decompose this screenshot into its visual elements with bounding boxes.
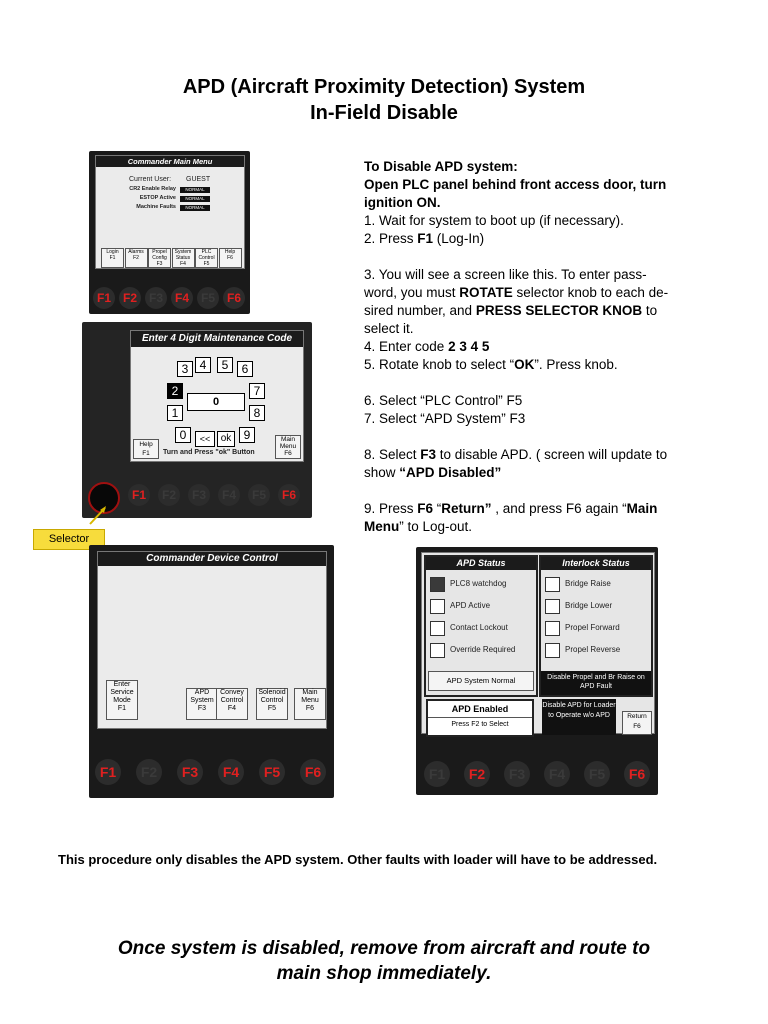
current-user-value: GUEST — [186, 176, 211, 183]
fkey-f3[interactable]: F3 — [177, 759, 203, 785]
photo-apd-status — [416, 547, 658, 795]
status-row-label: ESTOP Active — [139, 195, 176, 201]
photo-main-menu — [89, 151, 250, 314]
instr-step7: 7. Select “APD System” F3 — [364, 411, 526, 426]
screen-apd-status — [421, 552, 655, 734]
instr-step2: 2. Press F1 (Log-In) — [364, 231, 485, 246]
fkey-f1[interactable]: F1 — [95, 759, 121, 785]
fkey-f4[interactable]: F4 — [544, 761, 570, 787]
status-row-label: CR2 Enable Relay — [129, 186, 176, 192]
softkey-f1[interactable]: Enter Service Mode F1 — [106, 680, 138, 720]
apd-status-item: PLC8 watchdog — [450, 579, 507, 588]
fkey-f5[interactable]: F5 — [259, 759, 285, 785]
doc-title-line2: In-Field Disable — [310, 102, 458, 124]
instr-step4: 4. Enter code 2 3 4 5 — [364, 339, 490, 354]
instr-heading2a: Open PLC panel behind front access door, turn — [364, 177, 667, 192]
screen-header: Enter 4 Digit Maintenance Code — [131, 331, 303, 347]
selector-callout: Selector — [33, 529, 105, 550]
instr-step6: 6. Select “PLC Control” F5 — [364, 393, 523, 408]
softkey-1[interactable]: Login F1 — [101, 248, 124, 268]
fkey-f6[interactable]: F6 — [624, 761, 650, 787]
apd-system-status: APD System Normal — [428, 671, 534, 691]
fkey-f3[interactable]: F3 — [145, 287, 167, 309]
fkey-f1[interactable]: F1 — [424, 761, 450, 787]
interlock-status-box — [539, 555, 653, 697]
fkey-f6[interactable]: F6 — [278, 484, 300, 506]
fkey-f2[interactable]: F2 — [158, 484, 180, 506]
fkey-f3[interactable]: F3 — [188, 484, 210, 506]
fkey-f6[interactable]: F6 — [300, 759, 326, 785]
interlock-item: Propel Reverse — [565, 645, 621, 654]
instr-heading2b: ignition ON. — [364, 195, 441, 210]
instr-step3-line2: word, you must ROTATE selector knob to each de- — [364, 285, 669, 300]
softkey-f3[interactable]: APD System F3 — [186, 688, 218, 720]
apd-status-item: Contact Lockout — [450, 623, 508, 632]
interlock-item: Bridge Raise — [565, 579, 611, 588]
interlock-item: Propel Forward — [565, 623, 620, 632]
status-row-value: NORMAL — [180, 187, 210, 193]
interlock-item: Bridge Lower — [565, 601, 613, 610]
softkey-f6[interactable]: Main Menu F6 — [294, 688, 326, 720]
instr-step1: 1. Wait for system to boot up (if necessary). — [364, 213, 624, 228]
fkey-f1[interactable]: F1 — [93, 287, 115, 309]
softkey-5[interactable]: PLC Control F5 — [195, 248, 218, 268]
softkey-3[interactable]: Propel Config F3 — [148, 248, 171, 268]
callout-arrow — [88, 504, 108, 526]
apd-enabled-label: APD Enabled — [451, 704, 509, 714]
fkey-f3[interactable]: F3 — [504, 761, 530, 787]
screen-header: Commander Main Menu — [96, 156, 244, 167]
instr-step9-line1: 9. Press F6 “Return” , and press F6 again “Main — [364, 501, 658, 516]
fkey-f2[interactable]: F2 — [136, 759, 162, 785]
digit-2-selected[interactable]: 2 — [167, 383, 183, 399]
screen-main-menu — [95, 155, 245, 269]
apd-status-checkbox — [430, 643, 445, 658]
softkey-6[interactable]: Help F6 — [219, 248, 242, 268]
apd-status-box — [424, 555, 538, 697]
interlock-status-header: Interlock Status — [541, 557, 651, 570]
fkey-f5[interactable]: F5 — [248, 484, 270, 506]
fkey-f5[interactable]: F5 — [197, 287, 219, 309]
screen-device-control — [97, 551, 327, 729]
instr-step9-line2: Menu” to Log-out. — [364, 519, 473, 534]
apd-status-checkbox — [430, 577, 445, 592]
fkey-f4[interactable]: F4 — [171, 287, 193, 309]
doc-title-line1: APD (Aircraft Proximity Detection) System — [182, 76, 586, 98]
digit-7[interactable]: 7 — [249, 383, 265, 399]
softkey-4[interactable]: System Status F4 — [172, 248, 195, 268]
screen-header: Commander Device Control — [98, 552, 326, 566]
code-display: 0 — [187, 393, 245, 411]
softkey-f5[interactable]: Solenoid Control F5 — [256, 688, 288, 720]
return-softkey[interactable]: Return F6 — [622, 711, 652, 735]
status-row-value: NORMAL — [180, 196, 210, 202]
digit-3[interactable]: 3 — [177, 361, 193, 377]
fkey-f5[interactable]: F5 — [584, 761, 610, 787]
instr-heading1: To Disable APD system: — [364, 159, 518, 174]
interlock-checkbox — [545, 621, 560, 636]
photo-device-control — [89, 545, 334, 798]
instr-step3-line1: 3. You will see a screen like this. To enter pass- — [364, 267, 647, 282]
interlock-checkbox — [545, 599, 560, 614]
code-footer: Turn and Press "ok" Button — [163, 449, 255, 456]
backspace-button[interactable]: << — [195, 431, 215, 447]
fkey-f2[interactable]: F2 — [119, 287, 141, 309]
apd-status-header: APD Status — [426, 557, 536, 570]
instr-step8-line2: show “APD Disabled” — [364, 465, 502, 480]
apd-status-checkbox — [430, 621, 445, 636]
screen-code-entry — [130, 330, 304, 462]
instr-step3-line4: select it. — [364, 321, 414, 336]
digit-1[interactable]: 1 — [167, 405, 183, 421]
digit-5[interactable]: 5 — [217, 357, 233, 373]
help-softkey[interactable]: Help F1 — [133, 439, 159, 459]
photo-code-entry — [82, 322, 312, 518]
disable-apd-note: Disable APD for Loader to Operate w/o APD — [542, 699, 616, 735]
procedure-note: This procedure only disables the APD system. Other faults with loader will have to be addressed. — [58, 852, 658, 867]
softkey-f4[interactable]: Convey Control F4 — [216, 688, 248, 720]
interlock-checkbox — [545, 577, 560, 592]
ok-button[interactable]: ok — [217, 431, 235, 447]
instr-step8-line1: 8. Select F3 to disable APD. ( screen will update to — [364, 447, 668, 462]
instructions — [364, 158, 714, 536]
status-row-value: NORMAL — [180, 205, 210, 211]
digit-0[interactable]: 0 — [175, 427, 191, 443]
apd-enabled-box[interactable] — [426, 699, 534, 737]
digit-4[interactable]: 4 — [195, 357, 211, 373]
apd-status-checkbox — [430, 599, 445, 614]
status-row-label: Machine Faults — [136, 204, 176, 210]
fkey-f4[interactable]: F4 — [218, 759, 244, 785]
digit-6[interactable]: 6 — [237, 361, 253, 377]
instr-step5: 5. Rotate knob to select “OK”. Press knob. — [364, 357, 618, 372]
final-warning-line1: Once system is disabled, remove from aircraft and route to — [117, 938, 651, 959]
apd-status-item: Override Required — [450, 645, 516, 654]
apd-status-item: APD Active — [450, 601, 491, 610]
fkey-f6[interactable]: F6 — [223, 287, 245, 309]
current-user-label: Current User: — [129, 176, 172, 183]
fkey-f1[interactable]: F1 — [128, 484, 150, 506]
disable-propel-note: Disable Propel and Br Raise on APD Fault — [541, 671, 651, 695]
press-f2-label: Press F2 to Select — [428, 717, 532, 732]
interlock-checkbox — [545, 643, 560, 658]
digit-9[interactable]: 9 — [239, 427, 255, 443]
instr-step3-line3: sired number, and PRESS SELECTOR KNOB to — [364, 303, 658, 318]
digit-8[interactable]: 8 — [249, 405, 265, 421]
fkey-f4[interactable]: F4 — [218, 484, 240, 506]
main-menu-softkey[interactable]: Main Menu F6 — [275, 435, 301, 459]
fkey-f2[interactable]: F2 — [464, 761, 490, 787]
final-warning-line2: main shop immediately. — [276, 963, 492, 984]
softkey-2[interactable]: Alarms F2 — [125, 248, 148, 268]
